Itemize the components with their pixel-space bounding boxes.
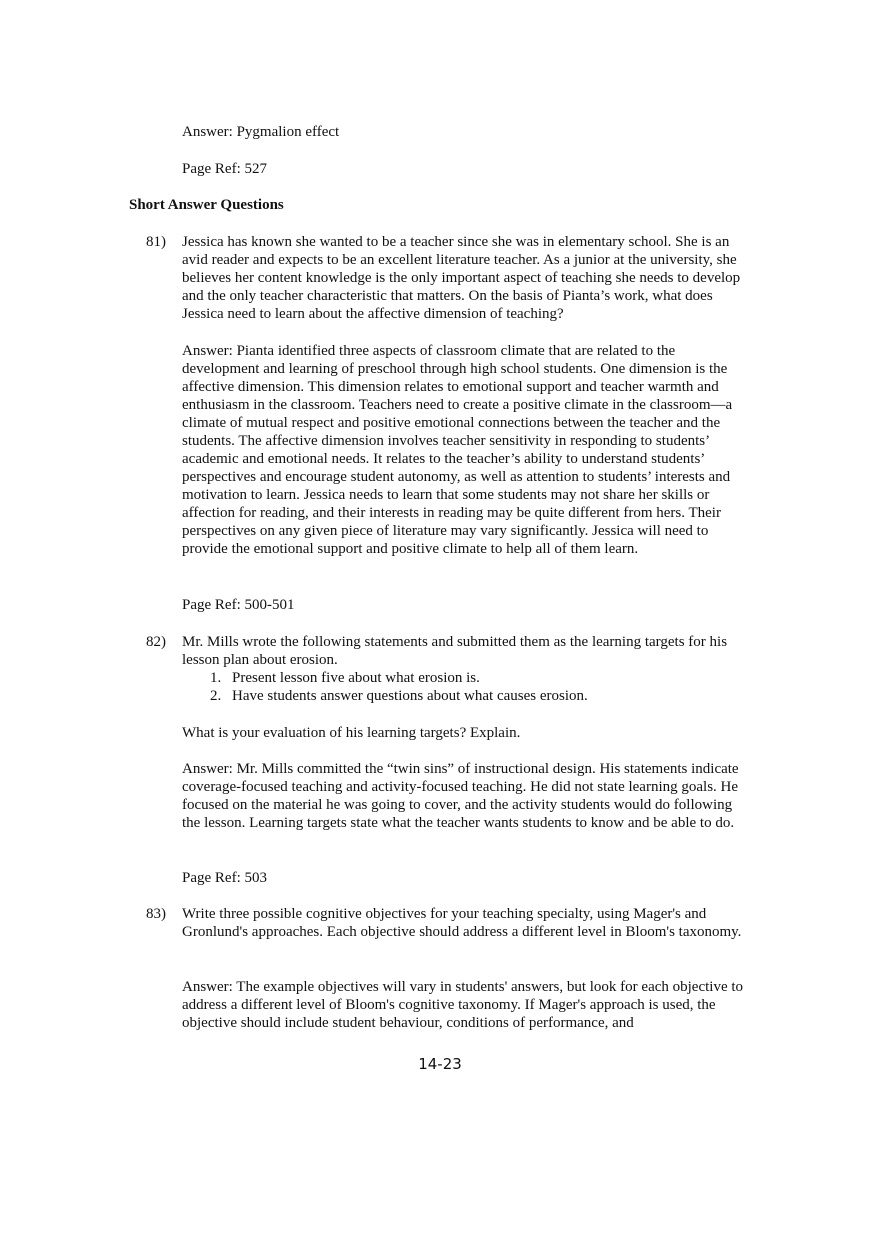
question-82-list-item bbox=[210, 687, 588, 705]
question-82-list-item bbox=[210, 669, 480, 687]
question-81-answer: Answer: Pianta identified three aspects of classroom climate that are related to the development and learning of preschool through high school students. One dimension is the affective dimension. This dimension relates to emotional support and teacher warmth and enthusiasm in the classroom. Teachers need to create a positive climate in the classroom—a climate of mutual respect and positive emotional connections between the teacher and the students. The affective dimension involves teacher sensitivity in responding to students’ academic and emotional needs. It relates to the teacher’s ability to understand students’ perspectives and encourage student autonomy, as well as attention to students’ interests and motivation to learn. Jessica needs to learn that some students may not share her skills or affection for reading, and their interests in reading may be quite different from hers. Their perspectives on any given piece of literature may vary significantly. Jessica will need to provide the emotional support and positive climate to help all of them learn. bbox=[182, 343, 733, 557]
question-82-prompt: What is your evaluation of his learning targets? Explain. bbox=[182, 725, 521, 741]
question-83-answer: Answer: The example objectives will vary in students' answers, but look for each objective to address a different level of Bloom's cognitive taxonomy. If Mager's approach is used, the objective should include student behaviour, conditions of performance, and bbox=[182, 979, 744, 1031]
top-page-ref: Page Ref: 527 bbox=[182, 161, 267, 177]
list-item-text: Present lesson five about what erosion is. bbox=[232, 670, 480, 686]
list-item-text: Have students answer questions about what causes erosion. bbox=[232, 688, 588, 704]
page-number: 14-23 bbox=[418, 1055, 462, 1073]
list-item-number: 1. bbox=[210, 670, 222, 686]
section-heading: Short Answer Questions bbox=[129, 197, 284, 213]
question-82-number: 82) bbox=[146, 634, 166, 650]
list-item-number: 2. bbox=[210, 688, 222, 704]
question-82-page-ref: Page Ref: 503 bbox=[182, 870, 267, 886]
question-82-text: Mr. Mills wrote the following statements and submitted them as the learning targets for his lesson plan about erosion. bbox=[182, 634, 728, 668]
question-81-page-ref: Page Ref: 500-501 bbox=[182, 597, 295, 613]
question-81-number: 81) bbox=[146, 234, 166, 250]
question-82-answer: Answer: Mr. Mills committed the “twin sins” of instructional design. His statements indicate coverage-focused teaching and activity-focused teaching. He did not state learning goals. He focused on the material he was going to cover, and the activity students would do following the lesson. Learning targets state what the teacher wants students to know and be able to do. bbox=[182, 761, 739, 831]
question-83-text: Write three possible cognitive objectives for your teaching specialty, using Mager's and Gronlund's approaches. Each objective should address a different level in Bloom's taxonomy. bbox=[182, 906, 742, 940]
top-answer: Answer: Pygmalion effect bbox=[182, 124, 340, 140]
question-83-number: 83) bbox=[146, 906, 166, 922]
question-81-text: Jessica has known she wanted to be a teacher since she was in elementary school. She is an avid reader and expects to be an excellent literature teacher. As a junior at the university, she believes her content knowledge is the only important aspect of teaching she needs to develop and the only teacher characteristic that matters. On the basis of Pianta’s work, what does Jessica need to learn about the affective dimension of teaching? bbox=[182, 234, 741, 322]
